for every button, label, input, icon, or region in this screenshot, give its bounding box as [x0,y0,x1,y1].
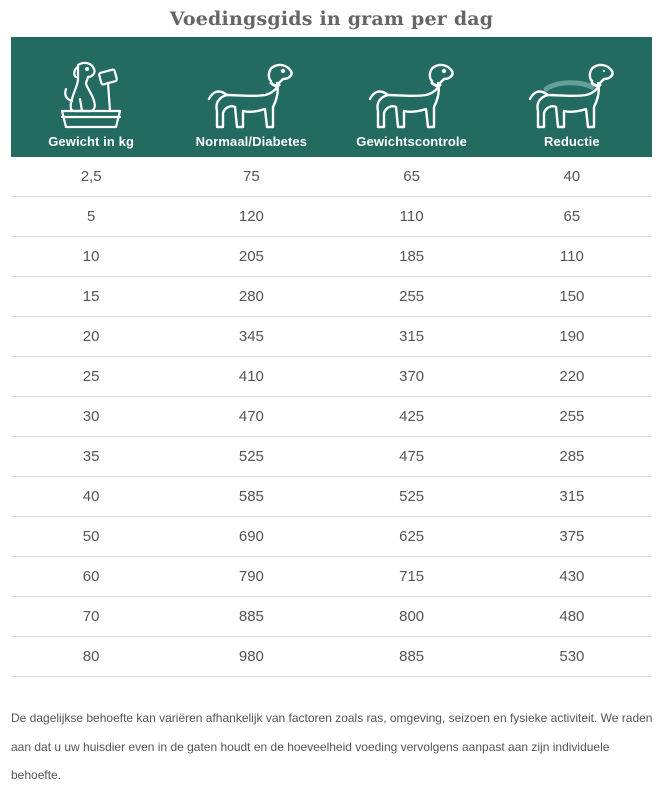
table-row [11,637,652,677]
table-row [11,597,652,637]
dog-on-scale-icon [56,59,126,131]
dog-slim-icon [524,59,620,131]
cell-normal: 345 [238,328,264,345]
cell-reduction: 480 [559,608,585,625]
dog-icon [203,59,299,131]
cell-reduction: 65 [563,208,581,225]
cell-weight-control: 255 [399,288,425,305]
cell-weight: 40 [82,488,100,505]
cell-reduction: 255 [559,408,585,425]
cell-weight-control: 475 [399,448,425,465]
header-label: Normaal/Diabetes [195,134,308,149]
cell-normal: 980 [238,648,264,665]
cell-weight-control: 625 [399,528,425,545]
cell-normal: 120 [238,208,264,225]
table-row [11,237,652,277]
cell-weight-control: 800 [399,608,425,625]
cell-normal: 790 [238,568,264,585]
table-row [11,517,652,557]
table-row [11,317,652,357]
cell-weight: 60 [82,568,100,585]
cell-normal: 690 [238,528,264,545]
cell-weight-control: 425 [399,408,425,425]
feeding-note: De dagelijkse behoefte kan variëren afhankelijk van factoren zoals ras, omgeving, seizoen en fysieke activiteit. We raden aan dat u uw huisdier even in de gaten houdt en de hoeveelheid voeding vervolgens aanpast aan zijn individuele behoefte. [11,711,653,782]
cell-weight-control: 885 [399,648,425,665]
cell-reduction: 220 [559,368,585,385]
cell-weight: 5 [86,208,96,225]
cell-reduction: 285 [559,448,585,465]
cell-weight-control: 315 [399,328,425,345]
table-header [11,37,652,157]
table-body [11,157,652,677]
cell-weight: 25 [82,368,100,385]
cell-normal: 410 [238,368,264,385]
header-reduction [492,37,652,157]
cell-reduction: 40 [563,168,581,185]
cell-reduction: 150 [559,288,585,305]
table-row [11,437,652,477]
cell-normal: 470 [238,408,264,425]
cell-normal: 585 [238,488,264,505]
cell-weight-control: 525 [399,488,425,505]
cell-normal: 280 [238,288,264,305]
header-normal [171,37,331,157]
cell-weight: 2,5 [80,168,102,185]
cell-weight-control: 110 [399,208,424,225]
cell-reduction: 315 [559,488,585,505]
cell-reduction: 530 [559,648,585,665]
cell-weight-control: 185 [399,248,425,265]
feeding-table [11,37,652,677]
header-label: Gewicht in kg [48,134,135,149]
cell-normal: 525 [238,448,264,465]
cell-weight: 70 [82,608,100,625]
cell-normal: 75 [243,168,260,185]
dog-icon [364,59,460,131]
header-label: Reductie [544,134,600,149]
cell-weight: 15 [82,288,100,305]
cell-weight: 30 [82,408,100,425]
table-row [11,557,652,597]
cell-weight: 50 [82,528,100,545]
cell-reduction: 190 [559,328,585,345]
cell-normal: 205 [238,248,264,265]
header-weight-control [332,37,492,157]
cell-weight-control: 65 [403,168,420,185]
table-row [11,197,652,237]
table-row [11,157,652,197]
cell-weight: 80 [82,648,100,665]
cell-weight: 20 [82,328,100,345]
cell-reduction: 110 [559,248,584,265]
cell-reduction: 375 [559,528,585,545]
header-weight [11,37,171,157]
cell-normal: 885 [238,608,264,625]
cell-weight-control: 370 [399,368,425,385]
page-title: Voedingsgids in gram per dag [169,8,494,30]
cell-weight: 10 [82,248,100,265]
header-label: Gewichtscontrole [356,134,467,149]
cell-reduction: 430 [559,568,585,585]
table-row [11,357,652,397]
cell-weight: 35 [82,448,100,465]
cell-weight-control: 715 [399,568,425,585]
table-row [11,477,652,517]
table-row [11,397,652,437]
table-row [11,277,652,317]
